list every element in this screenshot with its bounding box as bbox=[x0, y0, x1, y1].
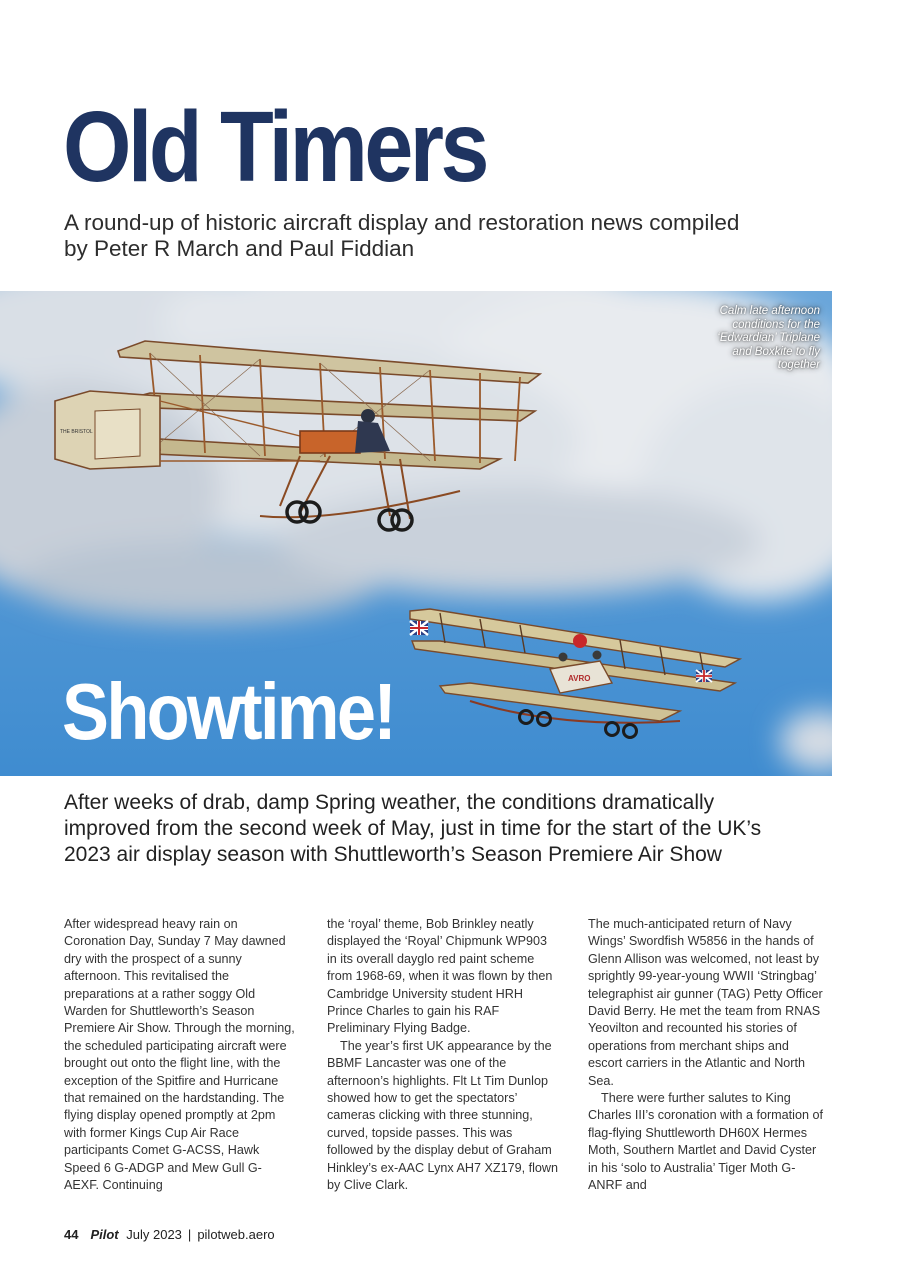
paragraph: After widespread heavy rain on Coronation Day, Sunday 7 May dawned dry with the prospect of a sunny afternoon. This revitalised the preparations at a rather soggy Old Warden for Shuttleworth’s Season Premiere Air Show. Through the morning, the scheduled participating aircraft were brought out onto the flight line, with the exception of the Spitfire and Hurricane that remained on the hardstanding. The flying display opened promptly at 2pm with former Kings Cup Air Race participants Comet G-ACSS, Hawk Speed 6 G-ADGP and Mew Gull G-AEXF. Continuing bbox=[64, 917, 295, 1193]
page-subtitle: A round-up of historic aircraft display and restoration news compiled by Peter R March and Paul Fiddian bbox=[64, 210, 740, 261]
union-flag-right bbox=[696, 670, 712, 682]
footer-separator: | bbox=[187, 1227, 192, 1242]
paragraph: The much-anticipated return of Navy Wings’ Swordfish W5856 in the hands of Glenn Allison was welcomed, not least by sprightly 99-year-young WWII ‘Stringbag’ telegraphist air gunner (TAG) Petty Officer David Berry. He met the team from RNAS Yeovilton and recounted his stories of operations from merchant ships and escort carriers in the Atlantic and North Sea. bbox=[588, 917, 823, 1088]
magazine-name: Pilot bbox=[90, 1227, 119, 1242]
tail-marking: THE BRISTOL bbox=[60, 429, 93, 435]
photo-caption: Calm late afternoon conditions for the ‘Edwardian’ Triplane and Boxkite to fly together bbox=[717, 305, 820, 371]
paragraph: the ‘royal’ theme, Bob Brinkley neatly displayed the ‘Royal’ Chipmunk WP903 in its overall dayglo red paint scheme from 1968-69, when it was flown by then Cambridge University student HRH Prince Charles to gain his RAF Preliminary Flying Badge. bbox=[327, 917, 553, 1036]
paragraph: There were further salutes to King Charles III’s coronation with a formation of flag-flying Shuttleworth DH60X Hermes Moth, Southern Martlet and David Cyster in his ‘solo to Australia’ Tiger Moth G-ANRF and bbox=[588, 1091, 823, 1193]
page-title: Old Timers bbox=[63, 91, 486, 203]
hero-photo bbox=[0, 291, 832, 776]
union-flag-left bbox=[410, 621, 428, 635]
page-number: 44 bbox=[64, 1227, 79, 1242]
paragraph: The year’s first UK appearance by the BBMF Lancaster was one of the afternoon’s highlights. Flt Lt Tim Dunlop showed how to get the spectators’ cameras clicking with three stunning, curved, topside passes. This was followed by the display debut of Graham Hinkley’s ex-AAC Lynx AH7 XZ179, flown by Clive Clark. bbox=[327, 1038, 558, 1193]
body-column-2 bbox=[327, 916, 559, 1195]
article-headline: Showtime! bbox=[62, 667, 395, 756]
page-footer bbox=[64, 1226, 275, 1244]
body-column-3 bbox=[588, 916, 824, 1195]
body-column-1 bbox=[64, 916, 296, 1195]
website-link[interactable]: pilotweb.aero bbox=[197, 1227, 275, 1242]
issue-date: July 2023 bbox=[126, 1227, 182, 1242]
biplane-marking: AVRO bbox=[568, 674, 591, 683]
standfirst: After weeks of drab, damp Spring weather, the conditions dramatically improved from the second week of May, just in time for the start of the UK’s 2023 air display season with Shuttleworth’s Season Premiere Air Show bbox=[64, 791, 762, 866]
